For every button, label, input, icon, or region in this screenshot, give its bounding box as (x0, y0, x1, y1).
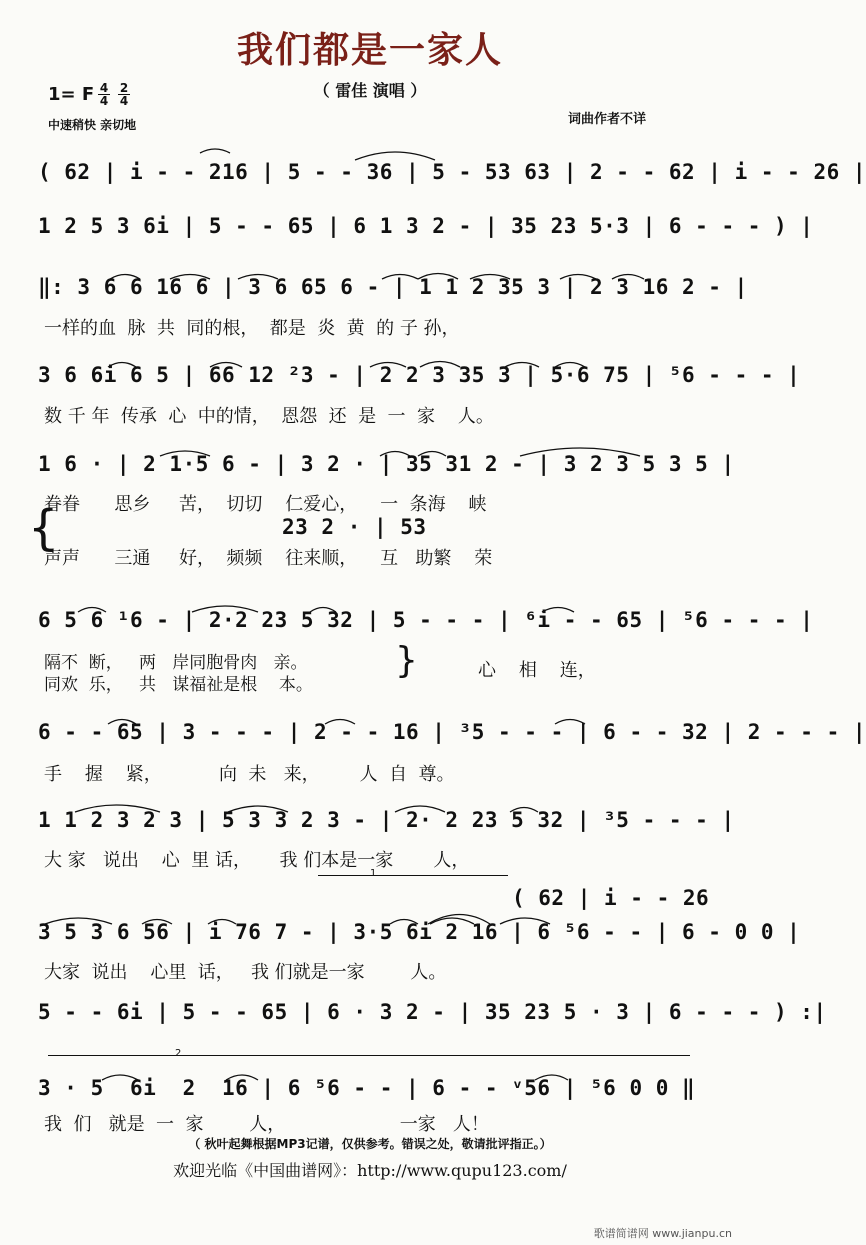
lyrics-line-8: 手 握 紧， 向 未 来， 人 自 尊。 (44, 764, 455, 785)
lyrics-line-5: 隔不 断， 两 岸同胞骨肉 亲。 (44, 653, 308, 673)
lyrics-line-9: 大 家 说出 心 里 话， 我 们本是一家 人， (44, 850, 470, 871)
song-title: 我们都是一家人 (236, 29, 503, 71)
music-line-8: 1 1 2 3 2 3 | 5 3 3 2 3 - | 2· 2 23 5 32 | ³5 - - - | (38, 808, 735, 832)
time-sig-numerator: 2 (119, 81, 129, 95)
time-signature-first (98, 82, 110, 107)
lyrics-line-1: 一样的血 脉 共 同的根， 都是 炎 黄 的 子 孙， (44, 318, 460, 339)
music-line-9: 3 5 3 6 56 | i 76 7 - | 3·5 6i 2 16 | 6 ⁵6 - - | 6 - 0 0 | (38, 920, 801, 944)
music-line-4: 3 6 6i 6 5 | 66 12 ²3 - | 2 2 3 35 3 | 5·6 75 | ⁵6 - - - | (38, 363, 801, 387)
time-signature-second (118, 82, 130, 107)
tempo-marking: 中速稍快 亲切地 (48, 118, 137, 132)
music-line-11: 3 · 5 6i 2 16 | 6 ⁵6 - - | 6 - - ᵛ56 | ⁵6 0 0 ‖ (38, 1076, 696, 1100)
lyrics-line-10: 大家 说出 心里 话， 我 们就是一家 人。 (44, 962, 447, 983)
music-line-6: 6 5 6 ¹6 - | 2·2 23 5 32 | 5 - - - | ⁶i - - 65 | ⁵6 - - - | (38, 608, 814, 632)
slur (200, 149, 230, 153)
slur (355, 152, 435, 160)
time-sig-denominator: 4 (119, 94, 129, 108)
time-sig-numerator: 4 (99, 81, 109, 95)
site-watermark: 歌谱简谱网 www.jianpu.cn (593, 1227, 732, 1240)
lyrics-line-2: 数 千 年 传承 心 中的情， 恩怨 还 是 一 家 人。 (44, 406, 494, 427)
volta-2-line (48, 1055, 690, 1056)
music-line-7: 6 - - 65 | 3 - - - | 2 - - 16 | ³5 - - - | 6 - - 32 | 2 - - - | (38, 720, 866, 744)
volta-1-label: 1 (370, 868, 377, 879)
welcome-text: 欢迎光临《中国曲谱网》：http://www.qupu123.com/ (173, 1161, 567, 1180)
music-line-1: ( 62 | i - - 216 | 5 - - 36 | 5 - 53 63 | 2 - - 62 | i - - 26 | (38, 160, 866, 184)
music-line-10: 5 - - 6i | 5 - - 65 | 6 · 3 2 - | 35 23 5 · 3 | 6 - - - ) :| (38, 1000, 827, 1024)
lyrics-line-11: 我 们 就是 一 家 人， 一家 人！ (44, 1114, 489, 1135)
time-sig-denominator: 4 (99, 94, 109, 108)
volta-1-line (318, 875, 508, 876)
music-line-5: 1 6 · | 2 1·5 6 - | 3 2 · | 35 31 2 - | 3 2 3 5 3 5 | (38, 452, 735, 476)
author-credit: 词曲作者不详 (568, 112, 647, 127)
lyrics-line-3: 眷眷 思乡 苦， 切切 仁爱心， 一 条海 峡 (44, 494, 487, 515)
verse-brace-right: } (395, 640, 418, 681)
music-line-9-tail: ( 62 | i - - 26 (512, 886, 710, 910)
verse-brace: { (28, 500, 59, 556)
music-line-5b: 23 2 · | 53 (282, 515, 427, 539)
volta-2-label: 2 (175, 1048, 182, 1059)
lyrics-line-7: 心 相 连， (478, 660, 596, 681)
lyrics-line-4: 声声 三通 好， 频频 往来顺， 互 助繁 荣 (44, 548, 493, 569)
key-signature: 1= F (48, 84, 95, 105)
music-line-2: 1 2 5 3 6i | 5 - - 65 | 6 1 3 2 - | 35 23 5·3 | 6 - - - ) | (38, 214, 814, 238)
singer-credit: （ 雷佳 演唱 ） (313, 81, 427, 100)
transcription-note: （ 秋叶起舞根据MP3记谱，仅供参考。错误之处，敬请批评指正。） (188, 1137, 552, 1151)
lyrics-line-6: 同欢 乐， 共 谋福祉是根 本。 (44, 675, 313, 695)
music-line-3: ‖: 3 6 6 16 6 | 3 6 65 6 - | 1 1 2 35 3 | 2 3 16 2 - | (38, 275, 748, 299)
